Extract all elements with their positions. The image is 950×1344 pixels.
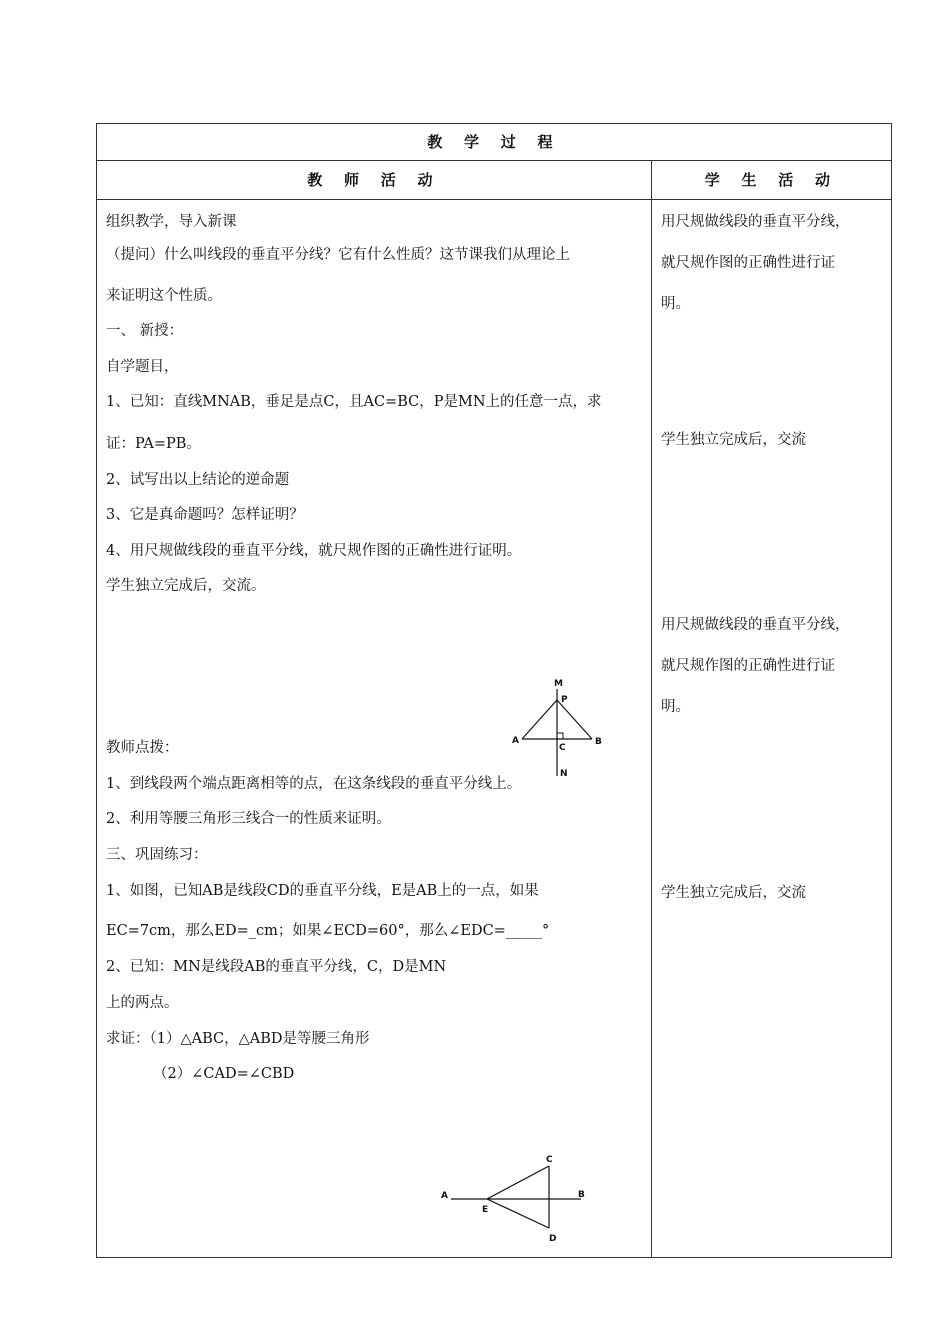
- student-line: 就尺规作图的正确性进行证: [661, 255, 835, 271]
- teacher-line: 2、利用等腰三角形三线合一的性质来证明。: [106, 811, 391, 827]
- teacher-line: 4、用尺规做线段的垂直平分线，就尺规作图的正确性进行证明。: [106, 543, 522, 559]
- label-M: M: [554, 679, 563, 689]
- label-D: D: [549, 1234, 557, 1244]
- teacher-line: 来证明这个性质。: [106, 288, 222, 304]
- teacher-line: 三、巩固练习：: [106, 847, 208, 863]
- exercise-figure: [435, 1150, 595, 1245]
- label-A: A: [512, 736, 519, 746]
- teacher-line: 证：PA=PB。: [106, 436, 201, 452]
- label-C: C: [559, 743, 566, 753]
- student-line: 学生独立完成后，交流: [661, 885, 806, 901]
- student-activity-header: 学 生 活 动: [652, 161, 892, 200]
- label-N: N: [560, 769, 568, 779]
- teacher-line: 组织教学，导入新课: [106, 214, 237, 230]
- teacher-activity-cell: [97, 200, 652, 1258]
- student-line: 明。: [661, 296, 690, 312]
- student-line: 就尺规作图的正确性进行证: [661, 658, 835, 674]
- lesson-process-table: [96, 123, 892, 1258]
- teacher-line: 1、到线段两个端点距离相等的点，在这条线段的垂直平分线上。: [106, 776, 522, 792]
- teacher-line: 自学题目，: [106, 359, 179, 375]
- teacher-line: 1、已知：直线MNAB，垂足是点C，且AC=BC，P是MN上的任意一点，求: [106, 394, 602, 410]
- label-B: B: [578, 1190, 585, 1200]
- teacher-line: 上的两点。: [106, 995, 179, 1011]
- student-line: 用尺规做线段的垂直平分线，: [661, 214, 850, 230]
- teacher-line: （2）∠CAD=∠CBD: [153, 1066, 295, 1082]
- teacher-activity-header: 教 师 活 动: [97, 161, 652, 200]
- teacher-line: 一、 新授：: [106, 323, 184, 339]
- student-line: 用尺规做线段的垂直平分线，: [661, 617, 850, 633]
- label-E: E: [482, 1205, 489, 1215]
- teacher-line: 教师点拨：: [106, 740, 179, 756]
- label-B: B: [595, 737, 602, 747]
- teacher-line: 1、如图，已知AB是线段CD的垂直平分线，E是AB上的一点，如果: [106, 883, 539, 899]
- student-activity-cell: [652, 200, 892, 1258]
- teacher-line: （提问）什么叫线段的垂直平分线？它有什么性质？这节课我们从理论上: [106, 247, 570, 263]
- label-P: P: [561, 695, 568, 705]
- teacher-line: 2、已知：MN是线段AB的垂直平分线，C，D是MN: [106, 959, 447, 975]
- student-line: 学生独立完成后，交流: [661, 432, 806, 448]
- teacher-line: EC=7cm，那么ED=_cm；如果∠ECD=60°，那么∠EDC=_____°: [106, 923, 550, 939]
- teacher-line: 2、试写出以上结论的逆命题: [106, 472, 290, 488]
- teacher-line: 求证：（1）△ABC，△ABD是等腰三角形: [106, 1031, 370, 1047]
- table-title: 教 学 过 程: [97, 124, 892, 161]
- student-line: 明。: [661, 699, 690, 715]
- label-C: C: [546, 1155, 553, 1165]
- teacher-line: 3、它是真命题吗？怎样证明？: [106, 507, 304, 523]
- perpendicular-bisector-figure: [502, 678, 612, 783]
- label-A: A: [441, 1191, 448, 1201]
- teacher-line: 学生独立完成后，交流。: [106, 578, 266, 594]
